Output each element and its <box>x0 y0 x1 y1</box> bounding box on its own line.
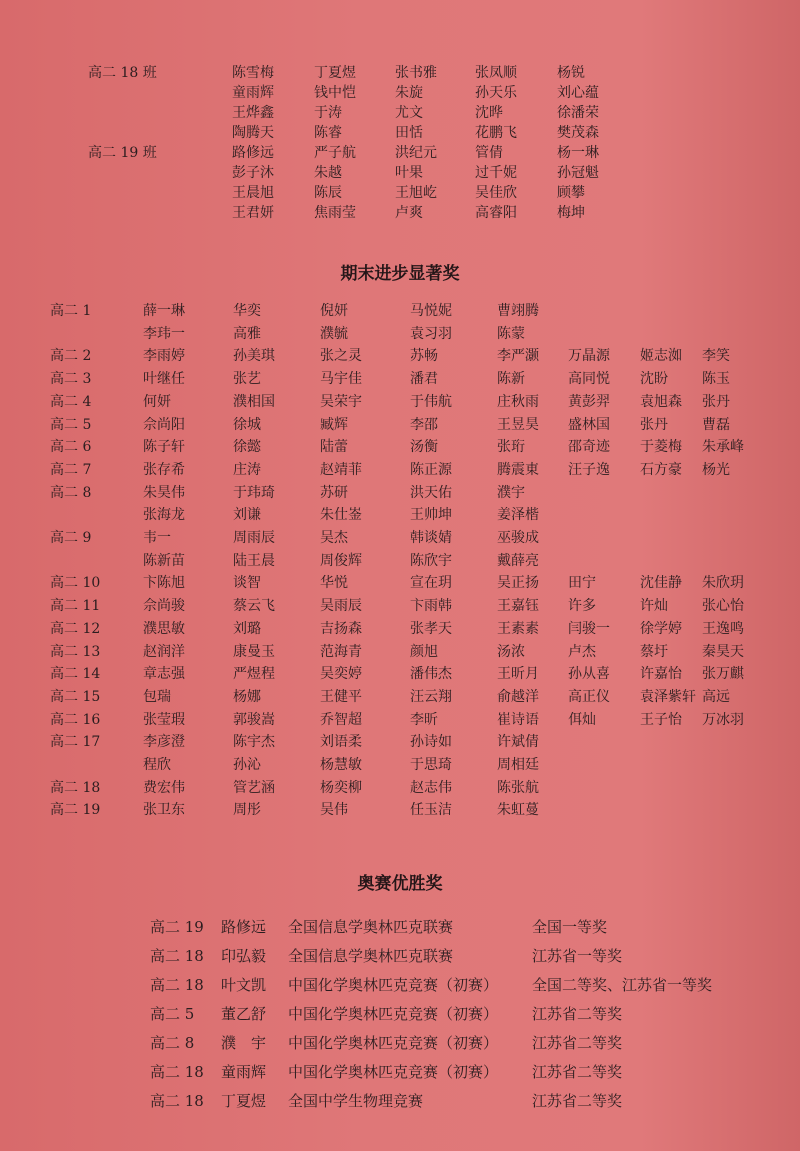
student-name: 张万麒 <box>702 666 744 683</box>
student-name: 颜旭 <box>410 643 438 660</box>
student-name: 管倩 <box>475 145 503 161</box>
student-name: 孙天乐 <box>475 85 517 101</box>
student-name: 陈雪梅 <box>232 65 274 81</box>
student-name: 周雨辰 <box>233 530 275 546</box>
student-name: 陈蒙 <box>497 325 525 342</box>
student-name: 钱中恺 <box>314 85 356 101</box>
student-name: 顾攀 <box>557 185 585 201</box>
olympiad-row <box>0 944 800 968</box>
olympiad-row <box>0 1002 800 1026</box>
student-name: 刘语柔 <box>320 734 362 751</box>
progress-row <box>0 754 800 776</box>
student-name: 许灿 <box>640 598 668 615</box>
student-name: 姬志洳 <box>640 348 682 365</box>
student-name: 陈睿 <box>314 125 342 141</box>
progress-row <box>0 709 800 731</box>
class-label: 高二 19 班 <box>88 145 157 161</box>
student-name: 杨光 <box>702 461 730 478</box>
student-name: 孙沁 <box>233 757 261 773</box>
class-label: 高二 18 <box>150 947 204 965</box>
student-name: 李昕 <box>410 711 438 728</box>
student-name: 董乙舒 <box>221 1005 267 1023</box>
student-name: 佘尚阳 <box>143 416 185 433</box>
student-name: 庄秋雨 <box>497 393 539 410</box>
student-name: 杨锐 <box>557 65 585 81</box>
student-name: 卞陈旭 <box>143 575 185 592</box>
student-name: 康曼玉 <box>233 643 275 660</box>
award-level: 江苏省二等奖 <box>532 1063 623 1081</box>
progress-row <box>0 731 800 753</box>
class-label: 高二 19 <box>150 918 204 936</box>
student-name: 于玮琦 <box>233 484 275 501</box>
student-name: 陈宇杰 <box>233 734 275 751</box>
class-label: 高二 9 <box>50 530 92 546</box>
class-label: 高二 1 <box>50 303 92 319</box>
olympiad-row <box>0 1031 800 1055</box>
class-label: 高二 13 <box>50 643 101 660</box>
progress-row <box>0 777 800 799</box>
student-name: 沈佳静 <box>640 575 682 592</box>
student-name: 薛一琳 <box>143 303 185 319</box>
student-name: 过千妮 <box>475 165 517 181</box>
student-name: 杨慧敏 <box>320 757 362 773</box>
student-name: 赵润洋 <box>143 643 185 660</box>
student-name: 闫骏一 <box>568 620 610 637</box>
student-name: 吴杰 <box>320 530 348 546</box>
student-name: 高远 <box>702 688 730 705</box>
student-name: 张海龙 <box>143 507 185 524</box>
student-name: 路修远 <box>232 145 274 161</box>
student-name: 孙美琪 <box>233 348 275 365</box>
student-name: 孙从喜 <box>568 666 610 683</box>
student-name: 徐潘荣 <box>557 105 599 121</box>
class-label: 高二 4 <box>50 393 92 410</box>
class-label: 高二 18 班 <box>88 65 157 81</box>
student-name: 高同悦 <box>568 371 610 388</box>
student-name: 马悦妮 <box>410 303 452 319</box>
student-name: 卢杰 <box>568 643 596 660</box>
progress-row <box>0 459 800 481</box>
student-name: 于思琦 <box>410 757 452 773</box>
contest-name: 中国化学奥林匹克竞赛（初赛） <box>288 1034 499 1052</box>
progress-row <box>0 345 800 367</box>
student-name: 汪子逸 <box>568 461 610 478</box>
progress-row <box>0 527 800 549</box>
student-name: 王烨鑫 <box>232 105 274 121</box>
student-name: 谈智 <box>233 575 261 592</box>
student-name: 张书雅 <box>395 65 437 81</box>
class-label: 高二 5 <box>50 416 92 433</box>
student-name: 曹翊腾 <box>497 303 539 319</box>
class-label: 高二 7 <box>50 461 92 478</box>
student-name: 秦昊天 <box>702 643 744 660</box>
class-label: 高二 3 <box>50 371 92 388</box>
student-name: 陆王晨 <box>233 552 275 569</box>
student-name: 尤文 <box>395 105 423 121</box>
student-name: 严子航 <box>314 145 356 161</box>
award-level: 江苏省一等奖 <box>532 947 623 965</box>
class-label: 高二 14 <box>50 666 101 683</box>
student-name: 田宁 <box>568 575 596 592</box>
student-name: 朱越 <box>314 165 342 181</box>
award-level: 全国一等奖 <box>532 918 608 936</box>
progress-row <box>0 572 800 594</box>
student-name: 沈晔 <box>475 105 503 121</box>
progress-row <box>0 482 800 504</box>
student-name: 张存希 <box>143 461 185 478</box>
student-name: 曹磊 <box>702 416 730 433</box>
student-name: 石方豪 <box>640 461 682 478</box>
student-name: 张卫东 <box>143 802 185 819</box>
section-title-olympiad-award: 奥赛优胜奖 <box>357 874 443 894</box>
student-name: 樊茂森 <box>557 125 599 141</box>
student-name: 华奕 <box>233 303 261 319</box>
student-name: 李笑 <box>702 348 730 365</box>
student-name: 高睿阳 <box>475 205 517 221</box>
student-name: 童雨辉 <box>221 1063 267 1081</box>
student-name: 张凤顺 <box>475 65 517 81</box>
student-name: 陈正源 <box>410 461 452 478</box>
student-name: 李严灏 <box>497 348 539 365</box>
class-label: 高二 8 <box>50 484 92 501</box>
student-name: 卢爽 <box>395 205 423 221</box>
student-name: 濮 宇 <box>221 1034 267 1052</box>
roster-row <box>0 202 800 224</box>
progress-row <box>0 686 800 708</box>
student-name: 王嘉钰 <box>497 598 539 615</box>
student-name: 田恬 <box>395 125 423 141</box>
student-name: 张莹瑕 <box>143 711 185 728</box>
roster-row <box>0 62 800 84</box>
student-name: 严煜程 <box>233 666 275 683</box>
contest-name: 全国中学生物理竞赛 <box>288 1092 424 1110</box>
student-name: 吴雨辰 <box>320 598 362 615</box>
student-name: 陈子轩 <box>143 439 185 456</box>
student-name: 王晨旭 <box>232 185 274 201</box>
student-name: 朱昊伟 <box>143 484 185 501</box>
progress-row <box>0 663 800 685</box>
student-name: 邵奇迹 <box>568 439 610 456</box>
class-label: 高二 15 <box>50 688 101 705</box>
roster-row <box>0 182 800 204</box>
student-name: 乔智超 <box>320 711 362 728</box>
student-name: 吴正扬 <box>497 575 539 592</box>
student-name: 程欣 <box>143 757 171 773</box>
student-name: 腾震東 <box>497 461 539 478</box>
olympiad-row <box>0 915 800 939</box>
student-name: 马宇佳 <box>320 371 362 388</box>
student-name: 路修远 <box>221 918 267 936</box>
student-name: 佴灿 <box>568 711 596 728</box>
student-name: 蔡圩 <box>640 643 668 660</box>
student-name: 孙诗如 <box>410 734 452 751</box>
olympiad-row <box>0 1089 800 1113</box>
student-name: 王昕月 <box>497 666 539 683</box>
student-name: 徐懿 <box>233 439 261 456</box>
class-label: 高二 16 <box>50 711 101 728</box>
student-name: 张丹 <box>702 393 730 410</box>
student-name: 陈张航 <box>497 779 539 796</box>
student-name: 李邵 <box>410 416 438 433</box>
student-name: 梅坤 <box>557 205 585 221</box>
student-name: 朱旋 <box>395 85 423 101</box>
student-name: 巫骏成 <box>497 530 539 546</box>
student-name: 蔡云飞 <box>233 598 275 615</box>
student-name: 王子怡 <box>640 711 682 728</box>
roster-row <box>0 102 800 124</box>
progress-row <box>0 436 800 458</box>
student-name: 陈欣宇 <box>410 552 452 569</box>
student-name: 朱承峰 <box>702 439 744 456</box>
student-name: 宣在玥 <box>410 575 452 592</box>
student-name: 陈玉 <box>702 371 730 388</box>
student-name: 濮思敏 <box>143 620 185 637</box>
student-name: 陆蕾 <box>320 439 348 456</box>
section-title-progress-award: 期末进步显著奖 <box>340 264 460 284</box>
student-name: 韩谈婧 <box>410 530 452 546</box>
student-name: 何妍 <box>143 393 171 410</box>
progress-row <box>0 595 800 617</box>
award-level: 全国二等奖、江苏省一等奖 <box>532 976 713 994</box>
progress-row <box>0 618 800 640</box>
student-name: 叶文凯 <box>221 976 267 994</box>
contest-name: 中国化学奥林匹克竞赛（初赛） <box>288 976 499 994</box>
student-name: 许多 <box>568 598 596 615</box>
student-name: 于菱梅 <box>640 439 682 456</box>
student-name: 陈辰 <box>314 185 342 201</box>
student-name: 于涛 <box>314 105 342 121</box>
student-name: 周相廷 <box>497 757 539 773</box>
student-name: 许嘉怡 <box>640 666 682 683</box>
student-name: 赵志伟 <box>410 779 452 796</box>
student-name: 王健平 <box>320 688 362 705</box>
progress-row <box>0 550 800 572</box>
student-name: 俞越洋 <box>497 688 539 705</box>
student-name: 濮毓 <box>320 325 348 342</box>
student-name: 刘心蕴 <box>557 85 599 101</box>
student-name: 高雅 <box>233 325 261 342</box>
contest-name: 全国信息学奥林匹克联赛 <box>288 918 454 936</box>
student-name: 濮宇 <box>497 484 525 501</box>
student-name: 洪纪元 <box>395 145 437 161</box>
class-label: 高二 18 <box>150 1063 204 1081</box>
student-name: 苏研 <box>320 484 348 501</box>
student-name: 倪妍 <box>320 303 348 319</box>
class-label: 高二 8 <box>150 1034 195 1052</box>
class-label: 高二 5 <box>150 1005 195 1023</box>
student-name: 张心怡 <box>702 598 744 615</box>
student-name: 章志强 <box>143 666 185 683</box>
student-name: 徐学婷 <box>640 620 682 637</box>
student-name: 王逸鸣 <box>702 620 744 637</box>
student-name: 赵靖菲 <box>320 461 362 478</box>
class-label: 高二 18 <box>150 976 204 994</box>
student-name: 王帅坤 <box>410 507 452 524</box>
progress-row <box>0 641 800 663</box>
student-name: 高正仪 <box>568 688 610 705</box>
progress-row <box>0 323 800 345</box>
student-name: 华悦 <box>320 575 348 592</box>
student-name: 刘璐 <box>233 620 261 637</box>
student-name: 王素素 <box>497 620 539 637</box>
student-name: 费宏伟 <box>143 779 185 796</box>
student-name: 张之灵 <box>320 348 362 365</box>
roster-row <box>0 122 800 144</box>
class-label: 高二 12 <box>50 620 101 637</box>
student-name: 丁夏煜 <box>221 1092 267 1110</box>
student-name: 朱虹蔓 <box>497 802 539 819</box>
student-name: 张珩 <box>497 439 525 456</box>
student-name: 王旭屹 <box>395 185 437 201</box>
olympiad-row <box>0 973 800 997</box>
contest-name: 中国化学奥林匹克竞赛（初赛） <box>288 1063 499 1081</box>
student-name: 印弘毅 <box>221 947 267 965</box>
student-name: 韦一 <box>143 530 171 546</box>
progress-row <box>0 504 800 526</box>
class-label: 高二 10 <box>50 575 101 592</box>
student-name: 张丹 <box>640 416 668 433</box>
class-label: 高二 18 <box>50 779 101 796</box>
student-name: 佘尚骏 <box>143 598 185 615</box>
student-name: 杨奕柳 <box>320 779 362 796</box>
student-name: 庄涛 <box>233 461 261 478</box>
student-name: 苏畅 <box>410 348 438 365</box>
student-name: 吉扬森 <box>320 620 362 637</box>
student-name: 张艺 <box>233 371 261 388</box>
student-name: 焦雨莹 <box>314 205 356 221</box>
student-name: 李彦澄 <box>143 734 185 751</box>
student-name: 于伟航 <box>410 393 452 410</box>
student-name: 崔诗语 <box>497 711 539 728</box>
student-name: 潘君 <box>410 371 438 388</box>
student-name: 潘伟杰 <box>410 666 452 683</box>
student-name: 丁夏煜 <box>314 65 356 81</box>
student-name: 张孝天 <box>410 620 452 637</box>
student-name: 陈新苗 <box>143 552 185 569</box>
award-level: 江苏省二等奖 <box>532 1034 623 1052</box>
student-name: 任玉洁 <box>410 802 452 819</box>
student-name: 范海青 <box>320 643 362 660</box>
student-name: 叶继任 <box>143 371 185 388</box>
student-name: 杨一琳 <box>557 145 599 161</box>
student-name: 杨娜 <box>233 688 261 705</box>
student-name: 汪云翔 <box>410 688 452 705</box>
student-name: 叶果 <box>395 165 423 181</box>
student-name: 陈新 <box>497 371 525 388</box>
olympiad-row <box>0 1060 800 1084</box>
student-name: 包瑞 <box>143 688 171 705</box>
class-label: 高二 11 <box>50 598 101 615</box>
progress-row <box>0 300 800 322</box>
class-label: 高二 2 <box>50 348 92 365</box>
student-name: 袁旭森 <box>640 393 682 410</box>
student-name: 徐城 <box>233 416 261 433</box>
student-name: 洪天佑 <box>410 484 452 501</box>
class-label: 高二 6 <box>50 439 92 456</box>
student-name: 孙冠魁 <box>557 165 599 181</box>
student-name: 彭子沐 <box>232 165 274 181</box>
roster-row <box>0 142 800 164</box>
student-name: 臧辉 <box>320 416 348 433</box>
student-name: 黄彭羿 <box>568 393 610 410</box>
student-name: 吴奕婷 <box>320 666 362 683</box>
student-name: 朱欣玥 <box>702 575 744 592</box>
student-name: 陶腾天 <box>232 125 274 141</box>
student-name: 袁泽紫轩 <box>640 688 696 705</box>
award-level: 江苏省二等奖 <box>532 1092 623 1110</box>
progress-row <box>0 799 800 821</box>
student-name: 管艺涵 <box>233 779 275 796</box>
student-name: 汤浓 <box>497 643 525 660</box>
student-name: 汤衡 <box>410 439 438 456</box>
contest-name: 中国化学奥林匹克竞赛（初赛） <box>288 1005 499 1023</box>
student-name: 万冰羽 <box>702 711 744 728</box>
student-name: 盛林国 <box>568 416 610 433</box>
student-name: 许斌倩 <box>497 734 539 751</box>
student-name: 花鹏飞 <box>475 125 517 141</box>
student-name: 周彤 <box>233 802 261 819</box>
student-name: 李玮一 <box>143 325 185 342</box>
student-name: 卞雨韩 <box>410 598 452 615</box>
student-name: 姜泽楷 <box>497 507 539 524</box>
class-label: 高二 17 <box>50 734 101 751</box>
student-name: 周俊辉 <box>320 552 362 569</box>
student-name: 吴佳欣 <box>475 185 517 201</box>
student-name: 朱仕崟 <box>320 507 362 524</box>
student-name: 李雨婷 <box>143 348 185 365</box>
progress-row <box>0 368 800 390</box>
progress-row <box>0 414 800 436</box>
progress-row <box>0 391 800 413</box>
student-name: 王昱昊 <box>497 416 539 433</box>
student-name: 戴薛亮 <box>497 552 539 569</box>
award-level: 江苏省二等奖 <box>532 1005 623 1023</box>
student-name: 濮相国 <box>233 393 275 410</box>
contest-name: 全国信息学奥林匹克联赛 <box>288 947 454 965</box>
student-name: 王君妍 <box>232 205 274 221</box>
student-name: 童雨辉 <box>232 85 274 101</box>
student-name: 袁习羽 <box>410 325 452 342</box>
student-name: 吴伟 <box>320 802 348 819</box>
roster-row <box>0 82 800 104</box>
student-name: 万晶源 <box>568 348 610 365</box>
class-label: 高二 18 <box>150 1092 204 1110</box>
student-name: 刘谦 <box>233 507 261 524</box>
class-label: 高二 19 <box>50 802 101 819</box>
roster-row <box>0 162 800 184</box>
student-name: 沈盼 <box>640 371 668 388</box>
student-name: 郭骏嵩 <box>233 711 275 728</box>
student-name: 吴荣宇 <box>320 393 362 410</box>
